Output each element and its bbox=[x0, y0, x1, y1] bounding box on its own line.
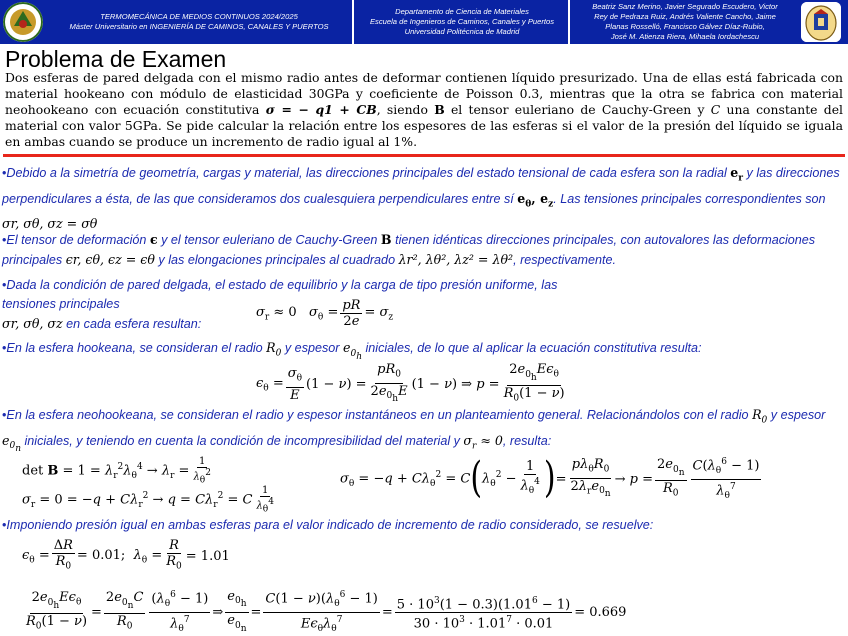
perpendicular-vectors: $e_\theta$, $e_z$ bbox=[517, 190, 554, 210]
initial-thickness: $e_{0_n}$ bbox=[2, 432, 21, 454]
radial-stress-equation bbox=[22, 485, 278, 515]
equilibrium-equation bbox=[256, 298, 393, 329]
bullet-solution: •Imponiendo presión igual en ambas esferas para el valor indicado de incremento de radio considerado, se resuelve: bbox=[2, 518, 654, 532]
course-program: Máster Universitario en INGENIERÍA DE CAMINOS, CANALES Y PUERTOS bbox=[69, 22, 329, 31]
fraction: $p\lambda_\theta R_0$ $2\lambda_re_{0_n}$ bbox=[570, 456, 611, 499]
hoop-stress-equation bbox=[340, 455, 763, 504]
authors-line: José M. Atienza Riera, Mihaela Iordachescu bbox=[610, 32, 760, 41]
fraction: $\frac{e_{0_h}}{e_{0_n}}$ bbox=[227, 588, 247, 634]
bullet-text: . Las tensiones principales correspondientes son bbox=[553, 191, 826, 206]
paren-icon: ( bbox=[470, 454, 483, 504]
eq-part: → p = bbox=[614, 471, 653, 487]
eq-part: $\lambda_\theta^2$ − bbox=[482, 469, 517, 489]
fraction: $\frac{2e_{0_n}}{R_0}$ bbox=[656, 456, 685, 499]
constitutive-equation: σ = − q1 + CB bbox=[265, 102, 377, 118]
stress-symbols: σr, σθ, σz bbox=[2, 316, 63, 331]
radial-stress-condition: $\sigma_r \approx 0$ bbox=[463, 432, 503, 452]
intro-text: , siendo bbox=[376, 102, 435, 118]
bullet-text: y las direcciones perpendiculares a ésta, de las que consideramos dos cualesquiera perpendiculares entre sí bbox=[2, 166, 840, 206]
bullet-neohookean: •En la esfera neohookeana, se consideran el radio y espesor instantáneos en un planteamiento general. Relacionándolos con el radio $R_0$ y espesor $e_{0_n}$ iniciales, y teniendo en cuenta la condición de incompresibilidad del material y $\sigma_r \approx 0$, resulta: bbox=[2, 407, 826, 454]
authors-info bbox=[572, 0, 798, 44]
eq-part: $\det B = 1 = \lambda_r^2\lambda_\theta^4 \to \lambda_r$ = bbox=[22, 461, 190, 481]
principal-strains: ϵr, ϵθ, ϵz = ϵθ bbox=[65, 252, 155, 267]
paren-icon: ) bbox=[543, 454, 556, 504]
header-divider bbox=[568, 0, 570, 44]
eq-part: ⇒ bbox=[212, 604, 224, 620]
fraction: $\frac{pR_0}{2e_{0_h}E}$ bbox=[370, 362, 408, 404]
fraction: $\frac{2e_{0_n}C}{R_0}$ bbox=[105, 589, 144, 632]
eq-part: = bbox=[250, 604, 262, 620]
fraction: $\frac{pR}{2e}$ bbox=[342, 298, 361, 329]
bullet-text: , resulta: bbox=[502, 433, 552, 448]
bullet-text: tienen idénticas direcciones principales, con autovalores las deformaciones principales bbox=[2, 233, 816, 267]
fraction: $\frac{1}{\lambda_\theta^2}$ bbox=[193, 456, 211, 486]
department-logo-icon bbox=[3, 2, 43, 42]
bullet-thin-wall: •Dada la condición de pared delgada, el estado de equilibrio y la carga de tipo presión uniforme, las tensiones principales σr, σθ, σz en cada esfera resultan: bbox=[2, 278, 558, 331]
eq-part: $\sigma_r \approx 0$ $\sigma_\theta$ = bbox=[256, 304, 339, 323]
eq-part: = 0.01; $\lambda_\theta$ = bbox=[76, 547, 163, 566]
university-name: Universidad Politécnica de Madrid bbox=[404, 27, 520, 36]
bullet-text: Dada la condición de pared delgada, el estado de equilibrio y la carga de tipo presión uniforme, las tensiones principales bbox=[2, 278, 558, 311]
eq-part: (1 − ν) ⇒ p = bbox=[411, 376, 500, 392]
bullet-text: En la esfera hookeana, se consideran el radio bbox=[6, 341, 267, 355]
authors-line: Planas Rosselló, Francisco Gálvez Díaz-Rubio, bbox=[605, 22, 765, 31]
principal-stretches: λr², λθ², λz² = λθ² bbox=[398, 252, 514, 267]
header-divider bbox=[352, 0, 354, 44]
fraction: $2e_{0_h}E\epsilon_\theta$ $R_0(1 - \nu)$ bbox=[503, 362, 565, 404]
course-info bbox=[46, 0, 352, 44]
intro-text: Dos esferas de pared delgada con el mismo radio antes de deformar contienen líquido presurizado. Una de ellas está fabricada con material hookeano con módulo de elasticidad 30GPa y coeficiente de Poisson 0.3, mientras que la otra se fabrica con material neohookeano con ecuación constitutiva bbox=[5, 70, 843, 118]
constant-symbol: C bbox=[710, 102, 721, 118]
initial-radius: $R_0$ bbox=[752, 407, 768, 426]
intro-text: una constante del material con valor 5GPa. Se pide calcular la relación entre los espesores de las esferas si el valor de la presión del líquido se iguala en ambas cuando se produce un incremento de radio igual al 1%. bbox=[5, 102, 843, 150]
fraction: $\frac{R}{R_0}$ bbox=[166, 538, 182, 572]
header-bar bbox=[0, 0, 848, 44]
eq-part: $\sigma_r = 0 = -q + C\lambda_r^2 \to q = C\lambda_r^2 = C$ bbox=[22, 490, 253, 510]
course-title: TERMOMECÁNICA DE MEDIOS CONTINUOS 2024/2025 bbox=[100, 12, 298, 21]
fraction: $(\lambda_\theta^6 - 1)$ $\lambda_\theta^7$ bbox=[151, 590, 209, 634]
bullet-text: En la esfera neohookeana, se consideran el radio y espesor instantáneos en un planteamiento general. Relacionándolos con el radio bbox=[6, 408, 753, 422]
strain-tensor-symbol: ϵ bbox=[149, 232, 158, 247]
fraction: $\frac{\sigma_\theta}{E}$ bbox=[287, 366, 303, 403]
final-result: = 0.669 bbox=[574, 604, 627, 620]
fraction: 1 $\lambda_\theta^4$ bbox=[256, 485, 274, 515]
eq-part: (1 − ν) = bbox=[306, 376, 367, 392]
bullet-hookean: •En la esfera hookeana, se consideran el radio $R_0$ y espesor $e_{0_h}$ iniciales, de lo que al aplicar la ecuación constitutiva resulta: bbox=[2, 340, 702, 362]
bullet-deformation: •El tensor de deformación ϵ y el tensor euleriano de Cauchy-Green B tienen idénticas direcciones principales, con autovalores las deformaciones principales ϵr, ϵθ, ϵz = ϵθ y las elongaciones principales al cuadrado λr², λθ², λz² = λθ², respectivamente. bbox=[2, 232, 816, 267]
bullet-text: y espesor bbox=[767, 408, 826, 422]
incompressibility-equation bbox=[22, 456, 215, 486]
fraction: $\frac{\Delta R}{R_0}$ bbox=[53, 538, 73, 572]
department-info bbox=[356, 0, 568, 44]
bullet-text: y el tensor euleriano de Cauchy-Green bbox=[157, 233, 381, 247]
fraction: $C(1 - \nu)(\lambda_\theta^6 - 1)$ $E\epsilon_\theta\lambda_\theta^7$ bbox=[265, 590, 378, 634]
school-name: Escuela de Ingenieros de Caminos, Canales y Puertos bbox=[369, 17, 555, 26]
university-crest-icon bbox=[801, 2, 841, 42]
intro-text: el tensor euleriano de Cauchy-Green y bbox=[444, 102, 711, 118]
fraction: $C(\lambda_\theta^6 - 1)$ $\lambda_\theta^7$ bbox=[692, 457, 760, 501]
principal-stresses: σr, σθ, σz = σθ bbox=[2, 216, 98, 232]
radial-vector: $e_r$ bbox=[730, 165, 744, 184]
initial-radius: $R_0$ bbox=[266, 340, 282, 359]
department-name: Departamento de Ciencia de Materiales bbox=[395, 7, 529, 16]
bullet-text: iniciales, de lo que al aplicar la ecuación constitutiva resulta: bbox=[361, 341, 702, 355]
eq-part: = $\sigma_z$ bbox=[364, 304, 394, 323]
bullet-text: y las elongaciones principales al cuadrado bbox=[154, 253, 399, 267]
hookean-equation bbox=[256, 362, 569, 407]
thickness-ratio-equation bbox=[22, 588, 626, 636]
bullet-text: Debido a la simetría de geometría, cargas y material, las direcciones principales del estado tensional de cada esfera son la radial bbox=[6, 166, 731, 180]
eq-part: $\epsilon_\theta$ = bbox=[22, 547, 50, 566]
bullet-text: Imponiendo presión igual en ambas esferas para el valor indicado de incremento de radio considerado, se resuelve: bbox=[6, 518, 654, 532]
fraction: $2e_{0_h}E\epsilon_\theta$ $R_0(1 - \nu)$ bbox=[26, 589, 88, 632]
page-title: Problema de Examen bbox=[5, 46, 227, 72]
bullet-text: , respectivamente. bbox=[513, 253, 616, 267]
fraction: $\frac{5 \cdot 10^3(1 - 0.3)(1.01^6 - 1)}{30 \cdot 10^3 \cdot 1.01^7 \cdot 0.01}$ bbox=[396, 595, 571, 632]
bullet-text: iniciales, y teniendo en cuenta la condición de incompresibilidad del material y bbox=[20, 433, 464, 448]
authors-line: Rey de Pedraza Ruiz, Andrés Valiente Cancho, Jaime bbox=[594, 12, 776, 21]
problem-statement bbox=[5, 70, 843, 150]
initial-thickness: $e_{0_h}$ bbox=[343, 340, 362, 362]
bullet-text: El tensor de deformación bbox=[6, 233, 150, 247]
bullet-text: y espesor bbox=[281, 341, 343, 355]
eq-part: = bbox=[555, 471, 567, 487]
tensor-symbol: B bbox=[434, 102, 445, 118]
tensor-symbol: B bbox=[380, 232, 392, 247]
eq-part: = bbox=[381, 604, 393, 620]
eq-part: $\epsilon_\theta$ = bbox=[256, 375, 284, 394]
authors-line: Beatriz Sanz Merino, Javier Segurado Escudero, Victor bbox=[592, 2, 778, 11]
eq-part: = bbox=[91, 604, 102, 620]
strain-value-equation bbox=[22, 538, 230, 575]
bullet-symmetry: •Debido a la simetría de geometría, cargas y material, las direcciones principales del estado tensional de cada esfera son la radial $e_r$ y las direcciones perpendiculares a ésta, de las que consideramos dos cualesquiera perpendiculares entre sí $e_\theta$, $e_z$. Las tensiones principales correspondientes son σr, σθ, σz = σθ bbox=[2, 165, 840, 232]
bullet-text: en cada esfera resultan: bbox=[62, 317, 202, 331]
title-rule bbox=[3, 154, 845, 157]
eq-part: $\sigma_\theta = -q + C\lambda_\theta^2 = C$ bbox=[340, 469, 471, 489]
fraction: $\frac{1}{\lambda_\theta^4}$ bbox=[520, 459, 540, 497]
eq-part: = 1.01 bbox=[185, 548, 230, 564]
